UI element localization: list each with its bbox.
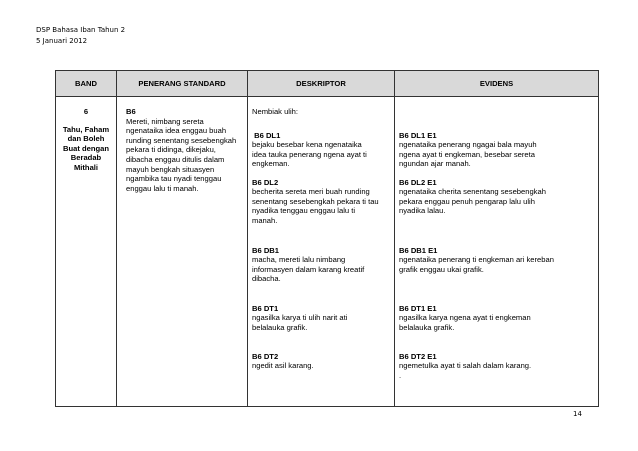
evidens-code: B6 DB1 E1 (399, 245, 438, 255)
penerang-line: Mereti, nimbang sereta (126, 116, 204, 126)
deskriptor-code: B6 DL1 (254, 130, 281, 140)
evidens-code: B6 DL1 E1 (399, 130, 437, 140)
deskriptor-line: ngasilka karya ti ulih narit ati (252, 313, 348, 323)
evidens-item (399, 304, 594, 352)
band-title-line: dan Boleh (67, 134, 105, 144)
deskriptor-line: engkeman. (252, 159, 290, 169)
evidens-line: . (399, 370, 402, 380)
evidens-line: pekara enggau penuh pengarap lalu ulih (399, 196, 535, 206)
penerang-line: enggau lalu ti manah. (126, 183, 199, 193)
penerang-cell (117, 97, 248, 407)
deskriptor-code: B6 DT1 (252, 303, 279, 313)
penerang-line: runding senentang sesebengkah (126, 135, 237, 145)
deskriptor-cell (248, 97, 395, 407)
penerang-code: B6 (126, 107, 136, 116)
document-header (36, 25, 125, 47)
header-band: BAND (56, 71, 117, 97)
evidens-line: ngundan ajar manah. (399, 159, 471, 169)
deskriptor-intro: Nembiak ulih: (252, 107, 299, 116)
deskriptor-line: becherita sereta meri buah runding (252, 187, 370, 197)
evidens-line: ngenataika penerang ti engkeman ari kereban (399, 255, 554, 265)
evidens-line: nyadika lalau. (399, 206, 446, 216)
band-title-line: Beradab (70, 153, 102, 163)
evidens-item (399, 131, 594, 178)
deskriptor-line: macha, mereti lalu nimbang (252, 255, 346, 265)
deskriptor-line: informasyen dalam karang kreatif (252, 264, 365, 274)
deskriptor-line: belalauka grafik. (252, 322, 308, 332)
deskriptor-item (252, 352, 390, 371)
evidens-line: ngenataika cherita senentang sesebengkah (399, 187, 546, 197)
evidens-line: ngemetulka ayat ti salah dalam karang. (399, 361, 532, 371)
evidens-cell (395, 97, 599, 407)
penerang-line: dibacha enggau ditulis dalam (126, 154, 225, 164)
deskriptor-code: B6 DT2 (252, 351, 279, 361)
header-deskriptor: DESKRIPTOR (248, 71, 395, 97)
deskriptor-code: B6 DB1 (252, 245, 280, 255)
deskriptor-line: manah. (252, 215, 278, 225)
evidens-line: ngenataika penerang ngagai bala mayuh (399, 140, 537, 150)
deskriptor-code: B6 DL2 (252, 177, 279, 187)
deskriptor-line: dibacha. (252, 274, 281, 284)
penerang-line: pekara ti didinga, dikejaku, (126, 145, 216, 155)
band-cell (56, 97, 117, 407)
band-title-line: Tahu, Faham (62, 124, 110, 134)
deskriptor-line: idea tauka penerang ngena ayat ti (252, 149, 367, 159)
evidens-code: B6 DT2 E1 (399, 351, 437, 361)
header-title: DSP Bahasa Iban Tahun 2 (36, 26, 126, 34)
evidens-item (399, 246, 594, 304)
deskriptor-item (252, 304, 390, 352)
header-evidens: EVIDENS (395, 71, 599, 97)
evidens-line: ngasilka karya ngena ayat ti engkeman (399, 313, 531, 323)
header-date: 5 Januari 2012 (36, 37, 88, 45)
table-header-row (56, 71, 599, 97)
deskriptor-line: nyadika tenggau enggau lalu ti (252, 206, 356, 216)
evidens-code: B6 DL2 E1 (399, 177, 437, 187)
band-table (55, 70, 599, 407)
header-penerang: PENERANG STANDARD (117, 71, 248, 97)
deskriptor-line: senentang sesebengkah pekara ti tau (252, 196, 379, 206)
band-title-line: Buat dengan (63, 143, 109, 153)
penerang-line: ngenataika idea enggau buah (126, 126, 227, 136)
band-number: 6 (83, 107, 89, 116)
evidens-item (399, 352, 594, 381)
deskriptor-line: bejaku besebar kena ngenataika (252, 140, 362, 150)
table-row (56, 97, 599, 407)
evidens-code: B6 DT1 E1 (399, 303, 437, 313)
deskriptor-item (252, 246, 390, 304)
evidens-line: ngena ayat ti engkeman, besebar sereta (399, 149, 535, 159)
evidens-item (399, 178, 594, 246)
penerang-line: ngambika tau nyadi tenggau (126, 174, 222, 184)
deskriptor-line: ngedit asil karang. (252, 361, 314, 371)
band-title-line: Mithali (73, 162, 99, 172)
deskriptor-item (252, 131, 390, 178)
deskriptor-item (252, 178, 390, 246)
penerang-line: mayuh bengkah situasyen (126, 164, 215, 174)
page-number: 14 (573, 410, 582, 418)
evidens-line: grafik enggau ukai grafik. (399, 264, 484, 274)
evidens-line: belalauka grafik. (399, 322, 455, 332)
